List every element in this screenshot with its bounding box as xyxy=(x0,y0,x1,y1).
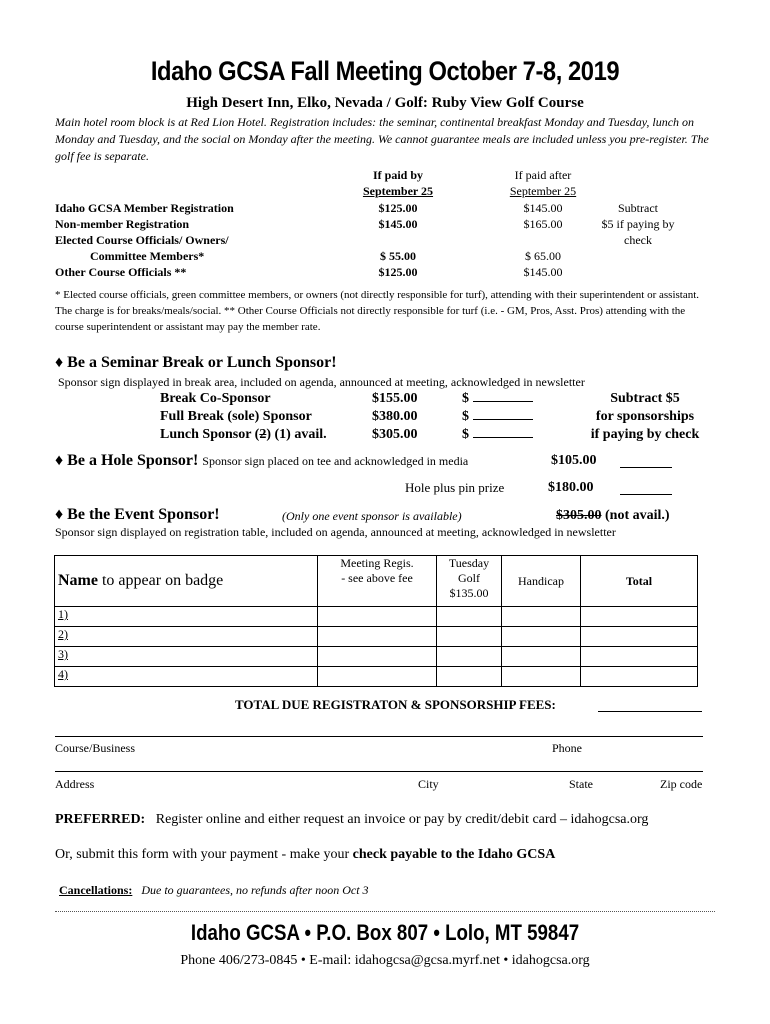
cancel-label: Cancellations: xyxy=(59,883,133,897)
row-handicap-cell[interactable] xyxy=(502,667,581,687)
fee-other-before: $125.00 xyxy=(378,265,418,279)
seminar-lunch-price: $305.00 xyxy=(372,427,418,442)
seminar-heading xyxy=(55,354,337,372)
seminar-heading-text: Be a Seminar Break or Lunch Sponsor! xyxy=(67,354,337,371)
fee-label-officials: Elected Course Officials/ Owners/ xyxy=(55,233,229,247)
footnote: * Elected course officials, green committee members, or owners (not directly responsible for turf), attending with their superintendent or assistant. The charge is for breaks/meals/social. ** Other Course Officials not directly responsible for turf (i.e. - GM, Pros, Asst. Pros) attending with the course superintendent or assistant may pay the member rate. xyxy=(55,289,700,333)
col-meeting-header: Meeting Regis. - see above fee xyxy=(318,556,437,607)
fee-col-before-l2: September 25 xyxy=(362,184,434,198)
fee-nonmember-before: $145.00 xyxy=(378,217,418,231)
fee-member-before: $125.00 xyxy=(378,201,418,215)
fee-nonmember-after: $165.00 xyxy=(523,217,563,231)
seminar-desc: Sponsor sign displayed in break area, included on agenda, announced at meeting, acknowledged in newsletter xyxy=(58,375,585,389)
fee-col-after-l1: If paid after xyxy=(514,168,572,182)
fee-label-member: Idaho GCSA Member Registration xyxy=(55,201,234,215)
seminar-note-l1: Subtract $5 xyxy=(610,391,680,406)
seminar-note-l2: for sponsorships xyxy=(595,409,695,424)
fee-label-other: Other Course Officials ** xyxy=(55,265,187,279)
preferred-line xyxy=(55,812,648,828)
row-handicap-cell[interactable] xyxy=(502,607,581,627)
fee-committee-after: $ 65.00 xyxy=(525,249,561,263)
subtract-note-l1: Subtract xyxy=(618,201,658,215)
row-meeting-cell[interactable] xyxy=(318,607,437,627)
address-field[interactable] xyxy=(55,771,703,772)
registration-table xyxy=(54,555,698,687)
page-title: Idaho GCSA Fall Meeting October 7-8, 2019 xyxy=(150,56,620,86)
intro-text: Main hotel room block is at Red Lion Hotel. Registration includes: the seminar, continental breakfast Monday and Tuesday, lunch on Monday and Tuesday, and the social on Monday after the meeting. We cannot guarantee meals are included unless you pre-register. The golf fee is separate. xyxy=(55,115,709,163)
row-total-cell[interactable] xyxy=(581,647,698,667)
address-label: Address xyxy=(55,777,95,791)
hole-blank[interactable] xyxy=(620,455,672,473)
col-total-header: Total xyxy=(581,556,698,607)
fee-label-nonmember: Non-member Registration xyxy=(55,217,190,231)
preferred-text: Register online and either request an invoice or pay by credit/debit card – idahogcsa.org xyxy=(155,812,649,827)
row-golf-cell[interactable] xyxy=(437,667,502,687)
hole-pin-label: Hole plus pin prize xyxy=(405,480,505,495)
event-price: $305.00 xyxy=(556,508,602,523)
event-status: (not avail.) xyxy=(605,508,670,523)
preferred-label: PREFERRED: xyxy=(55,812,146,827)
hole-pin-blank[interactable] xyxy=(620,482,672,500)
row-meeting-cell[interactable] xyxy=(318,667,437,687)
phone-label: Phone xyxy=(552,741,582,755)
diamond-bullet-icon: ♦ xyxy=(55,354,64,371)
row-handicap-cell[interactable] xyxy=(502,627,581,647)
cancel-text: Due to guarantees, no refunds after noon Oct 3 xyxy=(141,883,369,897)
hole-heading xyxy=(55,452,468,470)
event-note: (Only one event sponsor is available) xyxy=(282,509,462,523)
row-total-cell[interactable] xyxy=(581,627,698,647)
row-name-cell[interactable]: 4) xyxy=(55,667,318,687)
row-name-cell[interactable]: 2) xyxy=(55,627,318,647)
row-golf-cell[interactable] xyxy=(437,627,502,647)
seminar-full-blank[interactable]: $ xyxy=(462,409,533,425)
fee-col-before-l1: If paid by xyxy=(372,168,424,182)
fee-member-after: $145.00 xyxy=(523,201,563,215)
subtract-note-l2: $5 if paying by xyxy=(601,217,675,231)
table-row xyxy=(55,627,698,647)
row-meeting-cell[interactable] xyxy=(318,627,437,647)
row-handicap-cell[interactable] xyxy=(502,647,581,667)
subtract-note-l3: check xyxy=(624,233,652,247)
page-subtitle: High Desert Inn, Elko, Nevada / Golf: Ruby View Golf Course xyxy=(186,95,584,111)
footer-contact: Phone 406/273-0845 • E-mail: idahogcsa@gcsa.myrf.net • idahogcsa.org xyxy=(180,953,590,968)
col-handicap-header: Handicap xyxy=(502,556,581,607)
state-label: State xyxy=(569,777,593,791)
row-total-cell[interactable] xyxy=(581,607,698,627)
submit-line xyxy=(55,847,555,863)
fee-label-committee: Committee Members* xyxy=(90,249,205,263)
row-name-cell[interactable]: 1) xyxy=(55,607,318,627)
event-desc: Sponsor sign displayed on registration table, included on agenda, announced at meeting, acknowledged in newsletter xyxy=(55,525,616,539)
table-row xyxy=(55,667,698,687)
fee-col-after-l2: September 25 xyxy=(509,184,577,198)
fee-other-after: $145.00 xyxy=(523,265,563,279)
col-name-header: Name to appear on badge xyxy=(55,556,318,607)
total-due-label: TOTAL DUE REGISTRATON & SPONSORSHIP FEES: xyxy=(235,697,556,712)
city-label: City xyxy=(418,777,439,791)
event-heading xyxy=(55,506,220,524)
course-label: Course/Business xyxy=(55,741,136,755)
seminar-break-price: $155.00 xyxy=(372,391,418,406)
row-name-cell[interactable]: 3) xyxy=(55,647,318,667)
seminar-note-l3: if paying by check xyxy=(590,427,700,442)
event-price-line xyxy=(556,508,670,524)
seminar-lunch-blank[interactable]: $ xyxy=(462,427,533,443)
table-row xyxy=(55,647,698,667)
zip-label: Zip code xyxy=(660,777,703,791)
hole-heading-text: Be a Hole Sponsor! xyxy=(67,452,199,469)
row-golf-cell[interactable] xyxy=(437,607,502,627)
col-golf-header: Tuesday Golf $135.00 xyxy=(437,556,502,607)
course-field[interactable] xyxy=(55,736,703,737)
footer-title: Idaho GCSA • P.O. Box 807 • Lolo, MT 59847 xyxy=(190,920,580,945)
fee-committee-before: $ 55.00 xyxy=(380,249,416,263)
seminar-break-blank[interactable]: $ xyxy=(462,391,533,407)
seminar-full-price: $380.00 xyxy=(372,409,418,424)
cancellations-line xyxy=(59,883,369,898)
hole-pin-price: $180.00 xyxy=(548,480,594,495)
submit-text: Or, submit this form with your payment - make your xyxy=(55,847,353,862)
seminar-lunch-label: Lunch Sponsor (2) (1) avail. xyxy=(160,427,327,442)
diamond-bullet-icon: ♦ xyxy=(55,506,64,523)
row-total-cell[interactable] xyxy=(581,667,698,687)
row-meeting-cell[interactable] xyxy=(318,647,437,667)
hole-desc: Sponsor sign placed on tee and acknowledged in media xyxy=(202,454,469,468)
event-heading-text: Be the Event Sponsor! xyxy=(67,506,220,523)
cut-line-divider xyxy=(55,911,715,912)
diamond-bullet-icon: ♦ xyxy=(55,452,64,469)
total-due-field[interactable] xyxy=(598,711,702,712)
table-row xyxy=(55,607,698,627)
seminar-break-label: Break Co-Sponsor xyxy=(160,391,271,406)
row-golf-cell[interactable] xyxy=(437,647,502,667)
seminar-full-label: Full Break (sole) Sponsor xyxy=(160,409,312,424)
submit-bold: check payable to the Idaho GCSA xyxy=(352,847,556,862)
hole-price: $105.00 xyxy=(551,453,597,468)
